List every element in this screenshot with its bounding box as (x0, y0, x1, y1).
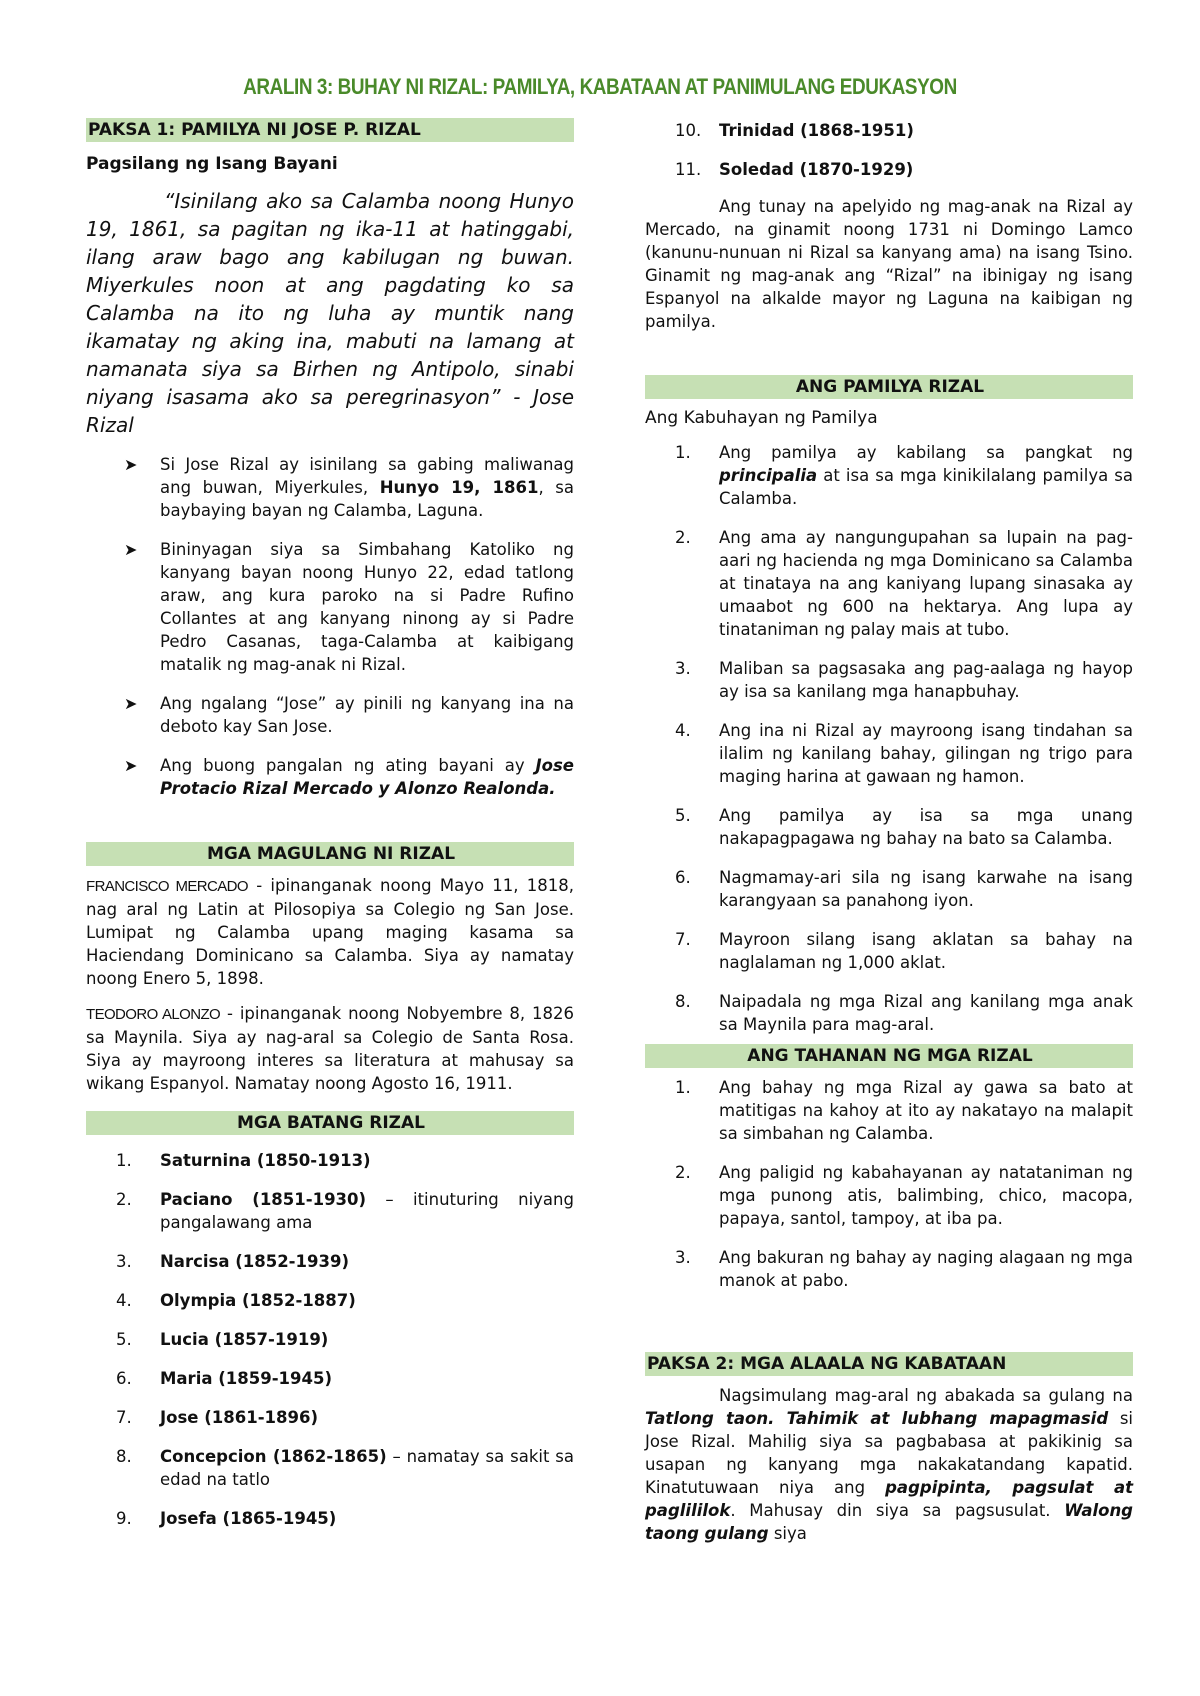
arrow-bullet-icon: ➤ (124, 694, 138, 713)
teodoro-paragraph: TEODORO ALONZO - ipinanganak noong Nobyembre 8, 1826 sa Maynila. Siya ay nag-aral sa Colegio de Santa Rosa. Siya ay mayroong interes sa literatura at mahusay sa wikang Espanyol. Namatay noong Agosto 16, 1911. (86, 1004, 574, 1093)
magulang-header: MGA MAGULANG NI RIZAL (86, 842, 574, 866)
right-column (645, 118, 1133, 1545)
list-item: 1. Ang pamilya ay kabilang sa pangkat ng principalia at isa sa mga kinikilalang pamilya sa Calamba. (675, 443, 1133, 508)
tahanan-header: ANG TAHANAN NG MGA RIZAL (645, 1044, 1133, 1068)
bullet-item: ➤ Si Jose Rizal ay isinilang sa gabing maliwanag ang buwan, Miyerkules, Hunyo 19, 1861, sa baybaying bayan ng Calamba, Laguna. (124, 455, 574, 520)
arrow-bullet-icon: ➤ (124, 756, 138, 775)
arrow-bullet-icon: ➤ (124, 540, 138, 559)
list-item: 4. Olympia (1852-1887) (116, 1291, 356, 1310)
list-item: 7. Jose (1861-1896) (116, 1408, 319, 1427)
pamilya-header: ANG PAMILYA RIZAL (645, 375, 1133, 399)
children-list (86, 1149, 574, 1530)
bullet-item: ➤ Bininyagan siya sa Simbahang Katoliko ng kanyang bayan noong Hunyo 22, edad tatlong araw, ang kura paroko na si Padre Rufino Collantes at ang kanyang ninong ay si Padre Pedro Casanas, taga-Calamba at kaibigang matalik ng mag-anak ni Rizal. (124, 540, 574, 674)
paksa2-paragraph: Nagsimulang mag-aral ng abakada sa gulang na Tatlong taon. Tahimik at lubhang mapagmasid si Jose Rizal. Mahilig siya sa pagbabasa at pakikinig sa usapan ng kanyang mga nakakatandang kapatid. Kinatutuwaan niya ang pagpipinta, pagsulat at paglililok. Mahusay din siya sa pagsusulat. Walong taong gulang siya (645, 1386, 1133, 1543)
apelyido-paragraph: Ang tunay na apelyido ng mag-anak na Rizal ay Mercado, na ginamit noong 1731 ni Domingo Lamco (kanunu-nunuan ni Rizal sa kanyang ama) na isang Tsino. Ginamit ng mag-anak ang “Rizal” na ibinigay ng isang Espanyol na alkalde mayor ng Laguna na kaibigan ng pamilya. (645, 197, 1133, 331)
pamilya-subheading: Ang Kabuhayan ng Pamilya (645, 408, 878, 428)
list-item: 2. Ang paligid ng kabahayanan ay natataniman ng mga punong atis, balimbing, chico, macopa, papaya, santol, tampoy, at iba pa. (675, 1163, 1133, 1228)
list-item: 2. Paciano (1851-1930) – itinuturing niyang pangalawang ama (116, 1190, 574, 1232)
children-list-continued (645, 119, 1133, 181)
list-item: 4. Ang ina ni Rizal ay mayroong isang tindahan sa ilalim ng kanilang bahay, gilingan ng trigo para maging harina at gawaan ng hamon. (675, 721, 1133, 786)
list-item: 8. Concepcion (1862-1865) – namatay sa sakit sa edad na tatlo (116, 1447, 574, 1489)
bullet-item: ➤ Ang ngalang “Jose” ay pinili ng kanyang ina na deboto kay San Jose. (124, 694, 574, 736)
paksa1-bullets (86, 453, 574, 800)
paksa1-header: PAKSA 1: PAMILYA NI JOSE P. RIZAL (86, 118, 574, 142)
paksa2-header: PAKSA 2: MGA ALAALA NG KABATAAN (645, 1352, 1133, 1376)
left-column (86, 118, 574, 1530)
list-item: 6. Maria (1859-1945) (116, 1369, 333, 1388)
list-item: 3. Ang bakuran ng bahay ay naging alagaan ng mga manok at pabo. (675, 1248, 1133, 1290)
list-item: 10. Trinidad (1868-1951) (675, 121, 914, 140)
francisco-paragraph: FRANCISCO MERCADO - ipinanganak noong Mayo 11, 1818, nag aral ng Latin at Pilosopiya sa Colegio ng San Jose. Lumipat ng Calamba upang maging kasama sa Haciendang Dominicano sa Calamba. Siya ay namatay noong Enero 5, 1898. (86, 876, 574, 988)
list-item: 6. Nagmamay-ari sila ng isang karwahe na isang karangyaan sa panahong iyon. (675, 868, 1133, 910)
rizal-quote (86, 187, 574, 439)
list-item: 11. Soledad (1870-1929) (675, 160, 914, 179)
list-item: 1. Ang bahay ng mga Rizal ay gawa sa bato at matitigas na kahoy at ito ay nakatayo na malapit sa simbahan ng Calamba. (675, 1078, 1133, 1143)
list-item: 3. Narcisa (1852-1939) (116, 1252, 349, 1271)
list-item: 7. Mayroon silang isang aklatan sa bahay na naglalaman ng 1,000 aklat. (675, 930, 1133, 972)
kabuhayan-list (645, 441, 1133, 1036)
quote-text: “Isinilang ako sa Calamba noong Hunyo 19, 1861, sa pagitan ng ika-11 at hatinggabi, ilang araw bago ang kabilugan ng buwan. Miyerkules noon at ang pagdating ko sa Calamba na ito ng luha ay muntik nang ikamatay ng aking ina, mabuti na lamang at namanata siya sa Birhen ng Antipolo, sinabi niyang isasama ako sa peregrinasyon” - Jose Rizal (86, 189, 574, 437)
paksa1-subheading: Pagsilang ng Isang Bayani (86, 154, 338, 174)
list-item: 3. Maliban sa pagsasaka ang pag-aalaga ng hayop ay isa sa kanilang mga hanapbuhay. (675, 659, 1133, 701)
page-title: ARALIN 3: BUHAY NI RIZAL: PAMILYA, KABATAAN AT PANIMULANG EDUKASYON (243, 74, 957, 99)
arrow-bullet-icon: ➤ (124, 455, 138, 474)
batang-header: MGA BATANG RIZAL (86, 1111, 574, 1135)
list-item: 5. Lucia (1857-1919) (116, 1330, 329, 1349)
list-item: 8. Naipadala ng mga Rizal ang kanilang mga anak sa Maynila para mag-aral. (675, 992, 1133, 1034)
bullet-item: ➤ Ang buong pangalan ng ating bayani ay Jose Protacio Rizal Mercado y Alonzo Realonda. (124, 756, 574, 798)
list-item: 9. Josefa (1865-1945) (116, 1509, 337, 1528)
list-item: 5. Ang pamilya ay isa sa mga unang nakapagpagawa ng bahay na bato sa Calamba. (675, 806, 1133, 848)
list-item: 2. Ang ama ay nangungupahan sa lupain na pag-aari ng hacienda ng mga Dominicano sa Calamba at tinataya na ang kaniyang lupang sinasaka ay umaabot ng 600 na hektarya. Ang lupa ay tinataniman ng palay mais at tubo. (675, 528, 1133, 639)
list-item: 1. Saturnina (1850-1913) (116, 1151, 371, 1170)
tahanan-list (645, 1076, 1133, 1292)
